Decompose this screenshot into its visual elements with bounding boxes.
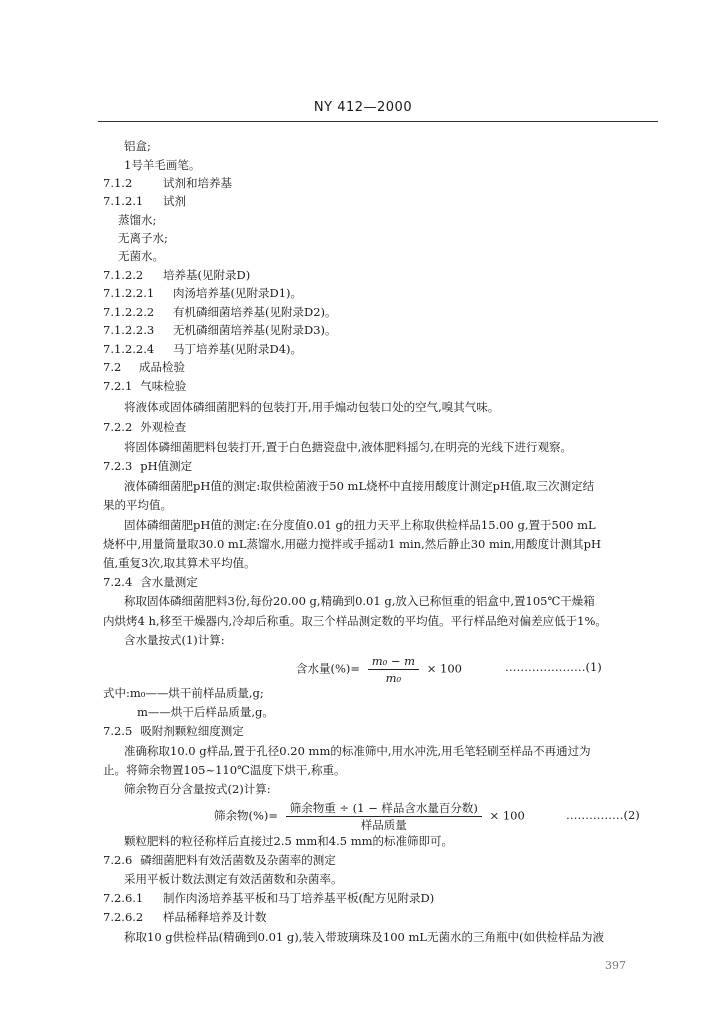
- paragraph-line: 将固体磷细菌肥料包装打开,置于白色搪瓷盘中,液体肥料摇匀,在明亮的光线下进行观察。: [124, 440, 572, 454]
- section-number: 7.2: [103, 360, 122, 374]
- equation-denominator: 样品质量: [360, 818, 407, 832]
- section-heading: [103, 420, 186, 434]
- section-number: 7.1.2.2: [103, 268, 144, 282]
- paragraph-line: 采用平板计数法测定有效活菌数和杂菌率。: [124, 872, 343, 886]
- section-number: 7.2.2: [103, 420, 133, 434]
- equation-rhs: × 100: [426, 661, 462, 676]
- section-number: 7.2.6: [103, 853, 133, 867]
- section-title: 含水量测定: [140, 575, 198, 589]
- section-heading: [103, 360, 185, 374]
- page-number: 397: [605, 959, 626, 972]
- section-number: 7.2.6.2: [103, 910, 144, 924]
- header-rule: [98, 121, 658, 122]
- section-heading: [103, 286, 302, 300]
- section-title: 培养基(见附录D): [163, 268, 251, 282]
- paragraph-line: 筛余物百分含量按式(2)计算:: [124, 782, 271, 796]
- section-number: 7.1.2.2.3: [103, 323, 155, 337]
- equation-numerator: 筛余物重 ÷ (1 − 样品含水量百分数): [286, 800, 482, 817]
- section-title: 磷细菌肥料有效活菌数及杂菌率的测定: [140, 853, 336, 867]
- equation-rhs: × 100: [489, 808, 525, 823]
- section-title: 外观检查: [140, 420, 187, 434]
- section-number: 7.2.4: [103, 575, 133, 589]
- equation-numerator: m₀ − m: [368, 653, 419, 670]
- section-heading: [103, 459, 192, 473]
- paragraph-line: 含水量按式(1)计算:: [124, 633, 225, 647]
- equation-fraction: [286, 800, 482, 833]
- paragraph-line: 准确称取10.0 g样品,置于孔径0.20 mm的标准筛中,用水冲洗,用毛笔轻刷至样品不再通过为: [124, 744, 591, 758]
- paragraph-line: 烧杯中,用量筒量取30.0 mL蒸馏水,用磁力搅拌或手摇动1 min,然后静止30 min,用酸度计测其pH: [103, 537, 602, 551]
- section-heading: [103, 575, 198, 589]
- section-title: 样品稀释培养及计数: [163, 910, 267, 924]
- section-title: 马丁培养基(见附录D4)。: [173, 342, 303, 356]
- section-title: 成品检验: [139, 360, 185, 374]
- section-heading: [103, 268, 250, 282]
- section-number: 7.1.2.2.2: [103, 305, 155, 319]
- text-line: 1号羊毛画笔。: [124, 158, 201, 172]
- equation-denominator: m₀: [385, 671, 402, 685]
- text-line: 无菌水。: [118, 249, 164, 263]
- text-line: 铝盒;: [124, 139, 151, 153]
- section-number: 7.2.1: [103, 379, 133, 393]
- equation-lhs: 筛余物(%)=: [214, 808, 279, 823]
- equation-number: …………………(1): [505, 660, 602, 674]
- section-heading: [103, 323, 337, 337]
- paragraph-line: 将液体或固体磷细菌肥料的包装打开,用手煽动包装口处的空气,嗅其气味。: [124, 400, 500, 414]
- section-title: 有机磷细菌培养基(见附录D2)。: [173, 305, 337, 319]
- section-title: pH值测定: [140, 459, 193, 473]
- paragraph-line: 颗粒肥料的粒径称样后直接过2.5 mm和4.5 mm的标准筛即可。: [124, 834, 454, 848]
- section-number: 7.2.5: [103, 724, 133, 738]
- paragraph-line: 式中:m₀——烘干前样品质量,g;: [103, 686, 264, 700]
- section-number: 7.1.2.2.1: [103, 286, 155, 300]
- section-number: 7.2.6.1: [103, 891, 144, 905]
- paragraph-line: 内烘烤4 h,移至干燥器内,冷却后称重。取三个样品测定数的平均值。平行样品绝对偏差应低于1%。: [103, 614, 607, 628]
- section-heading: [103, 724, 244, 738]
- equation-number: ……………(2): [566, 808, 640, 822]
- equation-2: [214, 800, 525, 833]
- section-number: 7.2.3: [103, 459, 133, 473]
- section-heading: [103, 342, 302, 356]
- paragraph-line: 固体磷细菌肥pH值的测定:在分度值0.01 g的扭力天平上称取供检样品15.00 g,置于500 mL: [124, 518, 596, 532]
- paragraph-line: 称取固体磷细菌肥料3份,每份20.00 g,精确到0.01 g,放入已称恒重的铝盒中,置105℃干燥箱: [124, 594, 595, 608]
- equation-1: [296, 653, 462, 686]
- section-title: 制作肉汤培养基平板和马丁培养基平板(配方见附录D): [163, 891, 435, 905]
- text-line: 蒸馏水;: [118, 213, 157, 227]
- section-title: 吸附剂颗粒细度测定: [140, 724, 244, 738]
- section-heading: [103, 853, 336, 867]
- paragraph-line: 果的平均值。: [103, 498, 172, 512]
- section-heading: [103, 176, 232, 190]
- equation-fraction: [368, 653, 419, 686]
- section-heading: [103, 305, 337, 319]
- paragraph-line: m——烘干后样品质量,g。: [137, 705, 274, 719]
- section-heading: [103, 910, 267, 924]
- section-heading: [103, 194, 186, 208]
- section-number: 7.1.2.2.4: [103, 342, 155, 356]
- section-title: 试剂和培养基: [163, 176, 232, 190]
- page-header: NY 412—2000: [313, 100, 413, 115]
- equation-lhs: 含水量(%)=: [296, 661, 361, 676]
- paragraph-line: 液体磷细菌肥pH值的测定:取供检菌液于50 mL烧杯中直接用酸度计测定pH值,取三次测定结: [124, 479, 595, 493]
- section-title: 气味检验: [140, 379, 187, 393]
- section-title: 肉汤培养基(见附录D1)。: [173, 286, 303, 300]
- text-line: 无离子水;: [118, 231, 168, 245]
- paragraph-line: 称取10 g供检样品(精确到0.01 g),装入带玻璃珠及100 mL无菌水的三角瓶中(如供检样品为液: [124, 930, 605, 944]
- section-heading: [103, 891, 434, 905]
- section-heading: [103, 379, 186, 393]
- paragraph-line: 止。将筛余物置105~110℃温度下烘干,称重。: [103, 763, 346, 777]
- section-title: 无机磷细菌培养基(见附录D3)。: [173, 323, 337, 337]
- section-number: 7.1.2.1: [103, 194, 144, 208]
- paragraph-line: 值,重复3次,取其算术平均值。: [103, 556, 256, 570]
- section-number: 7.1.2: [103, 176, 133, 190]
- section-title: 试剂: [163, 194, 186, 208]
